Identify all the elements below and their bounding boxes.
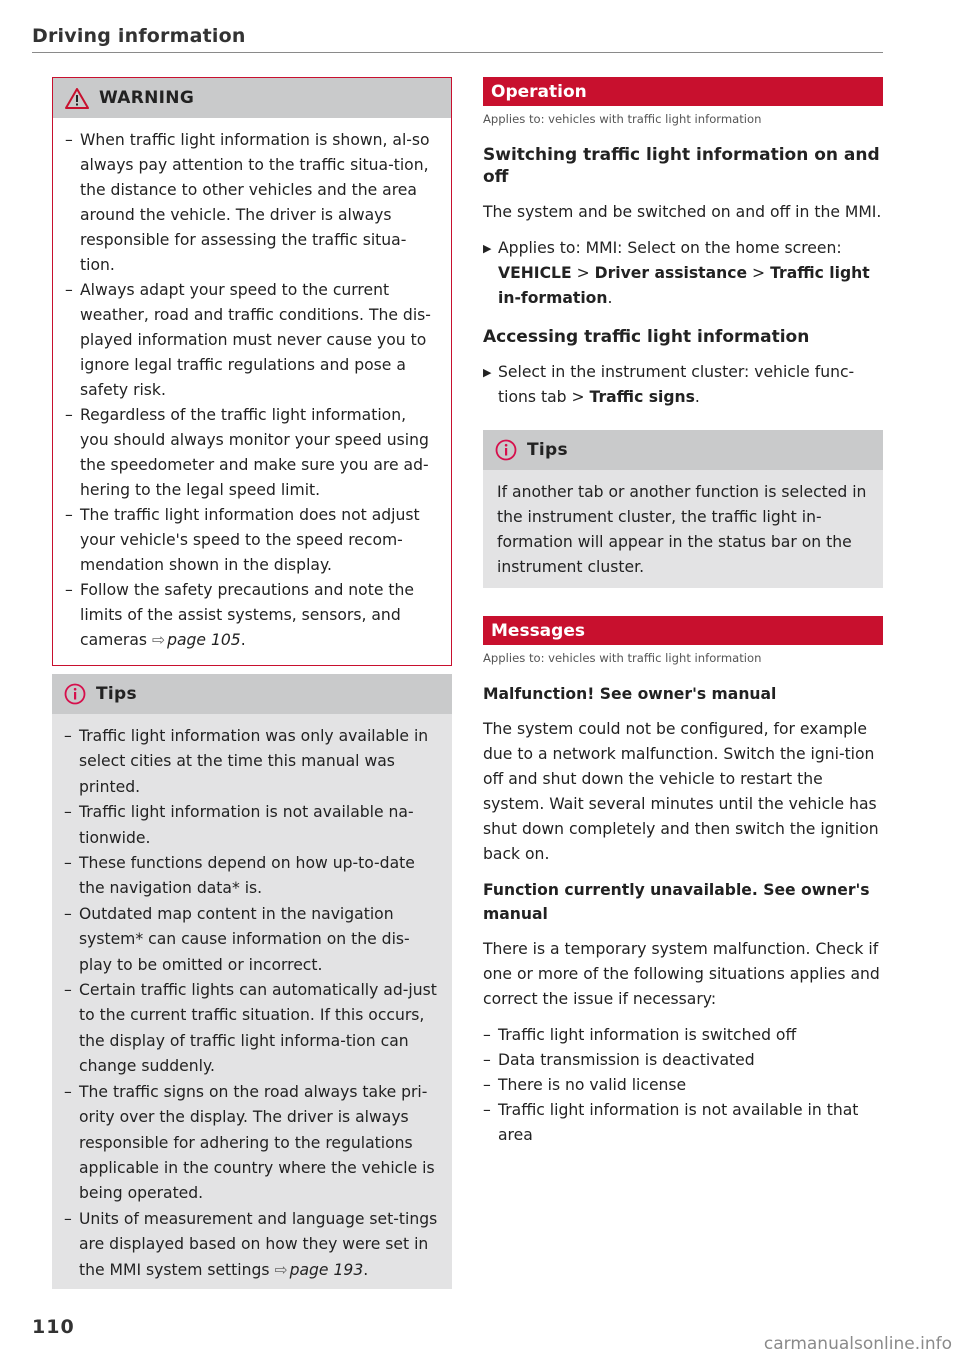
applies-to-note: Applies to: vehicles with traffic light information: [483, 112, 762, 126]
menu-path-item: Traffic light in-formation: [498, 264, 870, 307]
warning-box: [52, 77, 452, 666]
instruction-step: [483, 360, 883, 410]
list-item-text: Units of measurement and language set-tings are displayed based on how they were set in the MMI system settings: [79, 1209, 438, 1279]
message-heading: Function currently unavailable. See owner's manual: [483, 881, 870, 923]
step-text: Applies to: MMI: Select on the home screen:: [498, 239, 842, 257]
page-number: 110: [32, 1316, 75, 1338]
page-reference-link[interactable]: [275, 1261, 364, 1279]
list-item: – Traffic light information is switched off: [483, 1023, 883, 1048]
list-item: – Data transmission is deactivated: [483, 1048, 883, 1073]
punctuation: .: [607, 289, 613, 307]
punctuation: .: [694, 388, 700, 406]
path-separator: >: [752, 264, 766, 282]
left-column: [52, 77, 452, 1289]
list-item: – Traffic light information is not available in that area: [483, 1098, 883, 1148]
menu-path-item: Driver assistance: [594, 264, 748, 282]
list-item: – The traffic light information does not adjust your vehicle's speed to the speed recom-mendation shown in the display.: [65, 503, 439, 578]
arrow-right-icon: ⇨: [274, 1260, 288, 1279]
warning-title: WARNING: [99, 88, 195, 108]
header-divider: [32, 52, 883, 53]
paragraph: The system and be switched on and off in the MMI.: [483, 203, 882, 221]
page-reference-text: page 105: [167, 631, 241, 649]
list-item-text: Follow the safety precautions and note the limits of the assist systems, sensors, and cameras: [80, 581, 414, 649]
watermark: carmanualsonline.info: [763, 1334, 952, 1354]
info-icon: [64, 683, 86, 705]
section-heading: Accessing traffic light information: [483, 327, 810, 347]
tips-box-left: [52, 674, 452, 1289]
warning-triangle-icon: [65, 88, 89, 109]
path-separator: >: [576, 264, 590, 282]
instruction-step: [483, 236, 883, 311]
step-bullet-icon: ▶: [483, 242, 492, 255]
applies-to-note: Applies to: vehicles with traffic light information: [483, 651, 762, 665]
page-reference-link[interactable]: [152, 631, 241, 649]
list-item: – When traffic light information is shown, al-so always pay attention to the traffic situa-tion, the distance to other vehicles and the area around the vehicle. The driver is always responsible for assessing the traffic situa-tion.: [65, 128, 439, 278]
warning-list: [65, 128, 439, 653]
tips-header: [483, 430, 883, 470]
page-reference-text: page 193: [289, 1260, 364, 1279]
list-item: – Always adapt your speed to the current weather, road and traffic conditions. The dis-played information must never cause you to ignore legal traffic regulations and pose a safety risk.: [65, 278, 439, 403]
menu-path-item: VEHICLE: [498, 264, 572, 282]
list-item: – Outdated map content in the navigation system* can cause information on the dis-play to be omitted or incorrect.: [64, 902, 440, 978]
list-item: [64, 1207, 440, 1283]
arrow-right-icon: ⇨: [151, 631, 166, 649]
section-heading: Switching traffic light information on and off: [483, 145, 880, 187]
list-item: – There is no valid license: [483, 1073, 883, 1098]
message-heading: Malfunction! See owner's manual: [483, 685, 777, 703]
list-item: [65, 578, 439, 653]
menu-path-item: Traffic signs: [589, 388, 695, 406]
section-banner-messages: Messages: [483, 616, 883, 645]
punctuation: .: [363, 1260, 369, 1279]
tips-paragraph: If another tab or another function is selected in the instrument cluster, the traffic light in-formation will appear in the status bar on the instrument cluster.: [497, 483, 867, 576]
list-item: – Traffic light information is not available na-tionwide.: [64, 800, 440, 851]
list-item: – These functions depend on how up-to-date the navigation data* is.: [64, 851, 440, 902]
list-item: – Regardless of the traffic light information, you should always monitor your speed using the speedometer and make sure you are ad-hering to the legal speed limit.: [65, 403, 439, 503]
tips-title: Tips: [527, 440, 568, 460]
list-item: – Traffic light information was only available in select cities at the time this manual was printed.: [64, 724, 440, 800]
paragraph: The system could not be configured, for example due to a network malfunction. Switch the igni-tion off and shut down the vehicle to restart the system. Wait several minutes until the vehicle has shut down completely and then switch the ignition back on.: [483, 720, 879, 863]
step-bullet-icon: ▶: [483, 366, 492, 379]
right-column: [483, 77, 883, 1148]
situations-list: [483, 1023, 883, 1148]
tips-header: [52, 674, 452, 714]
section-banner-operation: Operation: [483, 77, 883, 106]
page-header-title: Driving information: [32, 25, 246, 47]
tips-box-right: [483, 430, 883, 588]
warning-header: [53, 78, 451, 118]
list-item: – The traffic signs on the road always take pri-ority over the display. The driver is always responsible for adhering to the regulations applicable in the country where the vehicle is being operated.: [64, 1080, 440, 1207]
info-icon: [495, 439, 517, 461]
tips-title: Tips: [96, 684, 137, 704]
step-text: Select in the instrument cluster: vehicle func-tions tab: [498, 363, 855, 406]
tips-list: [64, 724, 440, 1283]
punctuation: .: [240, 631, 246, 649]
list-item: – Certain traffic lights can automatically ad-just to the current traffic situation. If this occurs, the display of traffic light informa-tion can change suddenly.: [64, 978, 440, 1080]
paragraph: There is a temporary system malfunction. Check if one or more of the following situations applies and correct the issue if necessary:: [483, 940, 880, 1008]
path-separator: >: [571, 388, 585, 406]
